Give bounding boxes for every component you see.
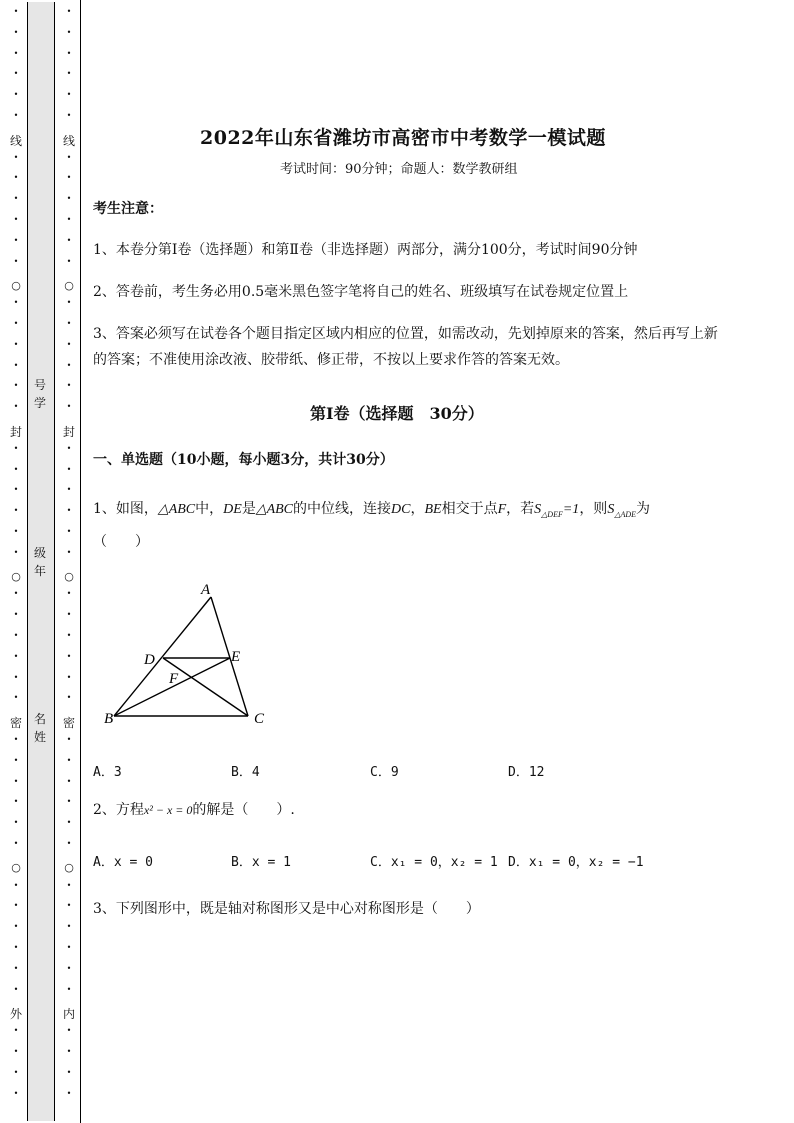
outer-seal-dot: • bbox=[13, 360, 19, 370]
outer-seal-circle: ○ bbox=[11, 279, 21, 292]
outer-seal-dot: • bbox=[13, 735, 19, 744]
inner-seal-dot: • bbox=[66, 152, 72, 162]
section-title: 第I卷（选择题 30分） bbox=[310, 404, 484, 423]
label-f: F bbox=[169, 671, 179, 687]
inner-seal-dot: • bbox=[66, 7, 72, 16]
triangle-figure bbox=[96, 575, 286, 735]
inner-seal-dot: • bbox=[66, 485, 72, 495]
name-char-1: 名 bbox=[33, 712, 46, 726]
outer-seal-dot: • bbox=[13, 880, 19, 890]
q2-prefix: 2、方程 bbox=[93, 802, 144, 818]
inner-seal-dot: • bbox=[66, 235, 72, 245]
q2-suffix: 的解是（ ）. bbox=[192, 802, 295, 818]
q1-option-c[interactable]: C．9 bbox=[370, 765, 399, 780]
outer-seal-dot: • bbox=[13, 818, 19, 828]
question-3-text: 3、下列图形中，既是轴对称图形又是中心对称图形是（ ） bbox=[93, 901, 480, 917]
q1-math-dc: DC bbox=[391, 502, 411, 517]
outer-seal-dot: • bbox=[13, 755, 19, 765]
outer-seal-dot: • bbox=[13, 7, 19, 16]
student-id-label bbox=[31, 376, 49, 412]
side-ab bbox=[114, 597, 211, 716]
inner-seal-dot: • bbox=[66, 589, 72, 599]
outer-seal-dot: • bbox=[13, 1047, 19, 1056]
outer-seal-label: 线 bbox=[9, 134, 22, 148]
segment-be bbox=[114, 658, 230, 716]
inner-seal-dot: • bbox=[66, 963, 72, 973]
grade-label bbox=[31, 544, 49, 580]
inner-seal-dot: • bbox=[66, 256, 72, 266]
q2-option-c[interactable]: C．x₁ = 0，x₂ = 1 bbox=[370, 855, 498, 870]
outer-seal-dot: • bbox=[13, 984, 19, 994]
outer-seal-dot: • bbox=[13, 443, 19, 453]
outer-seal-dot: • bbox=[13, 547, 19, 557]
outer-seal-dot: • bbox=[13, 319, 19, 328]
outer-seal-circle: ○ bbox=[11, 570, 21, 583]
inner-seal-dot: • bbox=[66, 818, 72, 828]
inner-seal-dot: • bbox=[66, 464, 72, 474]
outer-seal-dot: • bbox=[13, 506, 19, 516]
outer-seal-dot: • bbox=[13, 651, 19, 661]
q1-text: 中， bbox=[195, 501, 224, 517]
q1-math-s: S bbox=[607, 502, 615, 517]
side-ac bbox=[211, 597, 248, 716]
outer-seal-dot: • bbox=[13, 27, 19, 37]
inner-seal-dot: • bbox=[66, 27, 72, 37]
outer-seal-line bbox=[9, 0, 23, 1123]
inner-seal-dot: • bbox=[66, 776, 72, 786]
inner-seal-circle: ○ bbox=[64, 861, 74, 874]
inner-seal-dot: • bbox=[66, 880, 72, 890]
notice-item-1: 1、本卷分第I卷（选择题）和第Ⅱ卷（非选择题）两部分，满分100分，考试时间90分钟 bbox=[93, 242, 638, 258]
part-heading: 一、单选题（10小题，每小题3分，共计30分） bbox=[93, 452, 394, 468]
q1-math-s: S bbox=[534, 502, 542, 517]
question-1-text bbox=[93, 496, 650, 528]
outer-seal-dot: • bbox=[13, 922, 19, 932]
q2-option-d[interactable]: D．x₁ = 0，x₂ = −1 bbox=[508, 855, 644, 870]
outer-seal-dot: • bbox=[13, 901, 19, 911]
inner-seal-dot: • bbox=[66, 1026, 72, 1036]
inner-seal-dot: • bbox=[66, 672, 72, 682]
q1-text: ， bbox=[410, 501, 425, 517]
binding-border bbox=[80, 0, 81, 1123]
outer-seal-dot: • bbox=[13, 381, 19, 391]
grade-char-2: 年 bbox=[33, 564, 46, 578]
q1-text: 相交于点 bbox=[441, 501, 498, 517]
outer-seal-label: 外 bbox=[9, 1007, 22, 1021]
inner-seal-dot: • bbox=[66, 1088, 72, 1098]
binding-margin bbox=[0, 0, 82, 1123]
exam-title: 2022年山东省潍坊市高密市中考数学一模试题 bbox=[200, 127, 606, 149]
inner-seal-dot: • bbox=[66, 402, 72, 412]
outer-seal-dot: • bbox=[13, 1088, 19, 1098]
inner-seal-dot: • bbox=[66, 319, 72, 328]
q1-option-d[interactable]: D．12 bbox=[508, 765, 545, 780]
inner-seal-label: 封 bbox=[62, 425, 75, 439]
outer-seal-dot: • bbox=[13, 1026, 19, 1036]
label-d: D bbox=[144, 652, 155, 668]
inner-seal-dot: • bbox=[66, 1067, 72, 1077]
outer-seal-dot: • bbox=[13, 693, 19, 703]
name-char-2: 姓 bbox=[33, 730, 46, 744]
inner-seal-dot: • bbox=[66, 735, 72, 744]
question-2-text bbox=[93, 797, 295, 824]
q1-math-abc: △ABC bbox=[255, 502, 294, 517]
outer-seal-dot: • bbox=[13, 111, 19, 120]
inner-seal-label: 密 bbox=[62, 716, 75, 730]
q1-text: ，则 bbox=[579, 501, 608, 517]
outer-seal-dot: • bbox=[13, 194, 19, 204]
inner-seal-circle: ○ bbox=[64, 570, 74, 583]
inner-seal-circle: ○ bbox=[64, 279, 74, 292]
q1-math-abc: △ABC bbox=[157, 502, 196, 517]
outer-seal-dot: • bbox=[13, 256, 19, 266]
notice-heading: 考生注意： bbox=[93, 201, 163, 217]
q1-text: 的中位线，连接 bbox=[293, 501, 392, 517]
q1-math-sub-def: △DEF bbox=[541, 509, 563, 519]
outer-seal-dot: • bbox=[13, 1067, 19, 1077]
q2-option-b[interactable]: B．x = 1 bbox=[231, 855, 291, 870]
inner-seal-dot: • bbox=[66, 194, 72, 204]
inner-seal-dot: • bbox=[66, 69, 72, 79]
q1-option-a[interactable]: A．3 bbox=[93, 765, 122, 780]
inner-seal-dot: • bbox=[66, 90, 72, 100]
inner-seal-dot: • bbox=[66, 506, 72, 516]
outer-seal-dot: • bbox=[13, 527, 19, 536]
q1-math-f: F bbox=[497, 502, 507, 517]
q1-math-de: DE bbox=[223, 502, 242, 517]
inner-seal-dot: • bbox=[66, 443, 72, 453]
outer-seal-dot: • bbox=[13, 173, 19, 183]
q1-text: ，若 bbox=[506, 501, 535, 517]
inner-seal-dot: • bbox=[66, 797, 72, 807]
inner-seal-dot: • bbox=[66, 922, 72, 932]
inner-seal-dot: • bbox=[66, 360, 72, 370]
inner-seal-dot: • bbox=[66, 943, 72, 952]
outer-seal-dot: • bbox=[13, 235, 19, 245]
q1-option-b[interactable]: B．4 bbox=[231, 765, 260, 780]
outer-seal-dot: • bbox=[13, 215, 19, 224]
outer-seal-dot: • bbox=[13, 943, 19, 952]
inner-seal-line bbox=[62, 0, 76, 1123]
q2-equation: x² − x = 0 bbox=[143, 803, 193, 817]
outer-seal-dot: • bbox=[13, 776, 19, 786]
student-id-char-2: 学 bbox=[33, 396, 46, 410]
inner-seal-dot: • bbox=[66, 215, 72, 224]
outer-seal-circle: ○ bbox=[11, 861, 21, 874]
q1-math-eq: =1 bbox=[562, 502, 580, 517]
inner-seal-dot: • bbox=[66, 1047, 72, 1056]
outer-seal-dot: • bbox=[13, 610, 19, 620]
q1-math-sub-ade: △ADE bbox=[614, 509, 637, 519]
label-e: E bbox=[231, 649, 241, 665]
outer-seal-label: 封 bbox=[9, 425, 22, 439]
inner-seal-label: 线 bbox=[62, 134, 75, 148]
q1-number: 1、如图， bbox=[93, 501, 158, 517]
outer-seal-dot: • bbox=[13, 464, 19, 474]
inner-seal-label: 内 bbox=[62, 1007, 75, 1021]
notice-item-3: 3、答案必须写在试卷各个题目指定区域内相应的位置，如需改动，先划掉原来的答案，然后再写上新 bbox=[93, 326, 718, 342]
notice-item-2: 2、答卷前，考生务必用0.5毫米黑色签字笔将自己的姓名、班级填写在试卷规定位置上 bbox=[93, 284, 629, 300]
inner-seal-dot: • bbox=[66, 547, 72, 557]
outer-seal-dot: • bbox=[13, 298, 19, 308]
inner-seal-dot: • bbox=[66, 984, 72, 994]
outer-seal-dot: • bbox=[13, 672, 19, 682]
label-c: C bbox=[254, 711, 265, 727]
q1-text: 是 bbox=[241, 501, 256, 517]
q2-option-a[interactable]: A．x = 0 bbox=[93, 855, 153, 870]
outer-seal-dot: • bbox=[13, 631, 19, 640]
outer-seal-dot: • bbox=[13, 963, 19, 973]
q1-math-be: BE bbox=[424, 502, 442, 517]
outer-seal-label: 密 bbox=[9, 716, 22, 730]
inner-seal-dot: • bbox=[66, 381, 72, 391]
inner-seal-dot: • bbox=[66, 527, 72, 536]
inner-seal-dot: • bbox=[66, 610, 72, 620]
notice-item-3-cont: 的答案；不准使用涂改液、胶带纸、修正带，不按以上要求作答的答案无效。 bbox=[93, 352, 569, 368]
inner-seal-dot: • bbox=[66, 298, 72, 308]
inner-seal-dot: • bbox=[66, 173, 72, 183]
outer-seal-dot: • bbox=[13, 839, 19, 848]
name-label bbox=[31, 710, 49, 746]
outer-seal-dot: • bbox=[13, 69, 19, 79]
inner-seal-dot: • bbox=[66, 651, 72, 661]
label-b: B bbox=[104, 711, 114, 727]
grade-char-1: 级 bbox=[33, 546, 46, 560]
inner-seal-dot: • bbox=[66, 755, 72, 765]
outer-seal-dot: • bbox=[13, 797, 19, 807]
inner-seal-dot: • bbox=[66, 111, 72, 120]
outer-seal-dot: • bbox=[13, 402, 19, 412]
inner-seal-dot: • bbox=[66, 48, 72, 58]
outer-seal-dot: • bbox=[13, 48, 19, 58]
inner-seal-dot: • bbox=[66, 693, 72, 703]
inner-seal-dot: • bbox=[66, 839, 72, 848]
outer-seal-dot: • bbox=[13, 589, 19, 599]
outer-seal-dot: • bbox=[13, 90, 19, 100]
segment-dc bbox=[163, 658, 248, 716]
exam-subtitle: 考试时间：90分钟；命题人：数学教研组 bbox=[280, 162, 518, 177]
question-1-paren: （ ） bbox=[93, 534, 149, 550]
student-id-char-1: 号 bbox=[33, 378, 46, 392]
label-a: A bbox=[201, 582, 211, 598]
outer-seal-dot: • bbox=[13, 152, 19, 162]
inner-seal-dot: • bbox=[66, 631, 72, 640]
outer-seal-dot: • bbox=[13, 485, 19, 495]
inner-seal-dot: • bbox=[66, 339, 72, 349]
q1-text: 为 bbox=[636, 501, 651, 517]
inner-seal-dot: • bbox=[66, 901, 72, 911]
outer-seal-dot: • bbox=[13, 339, 19, 349]
